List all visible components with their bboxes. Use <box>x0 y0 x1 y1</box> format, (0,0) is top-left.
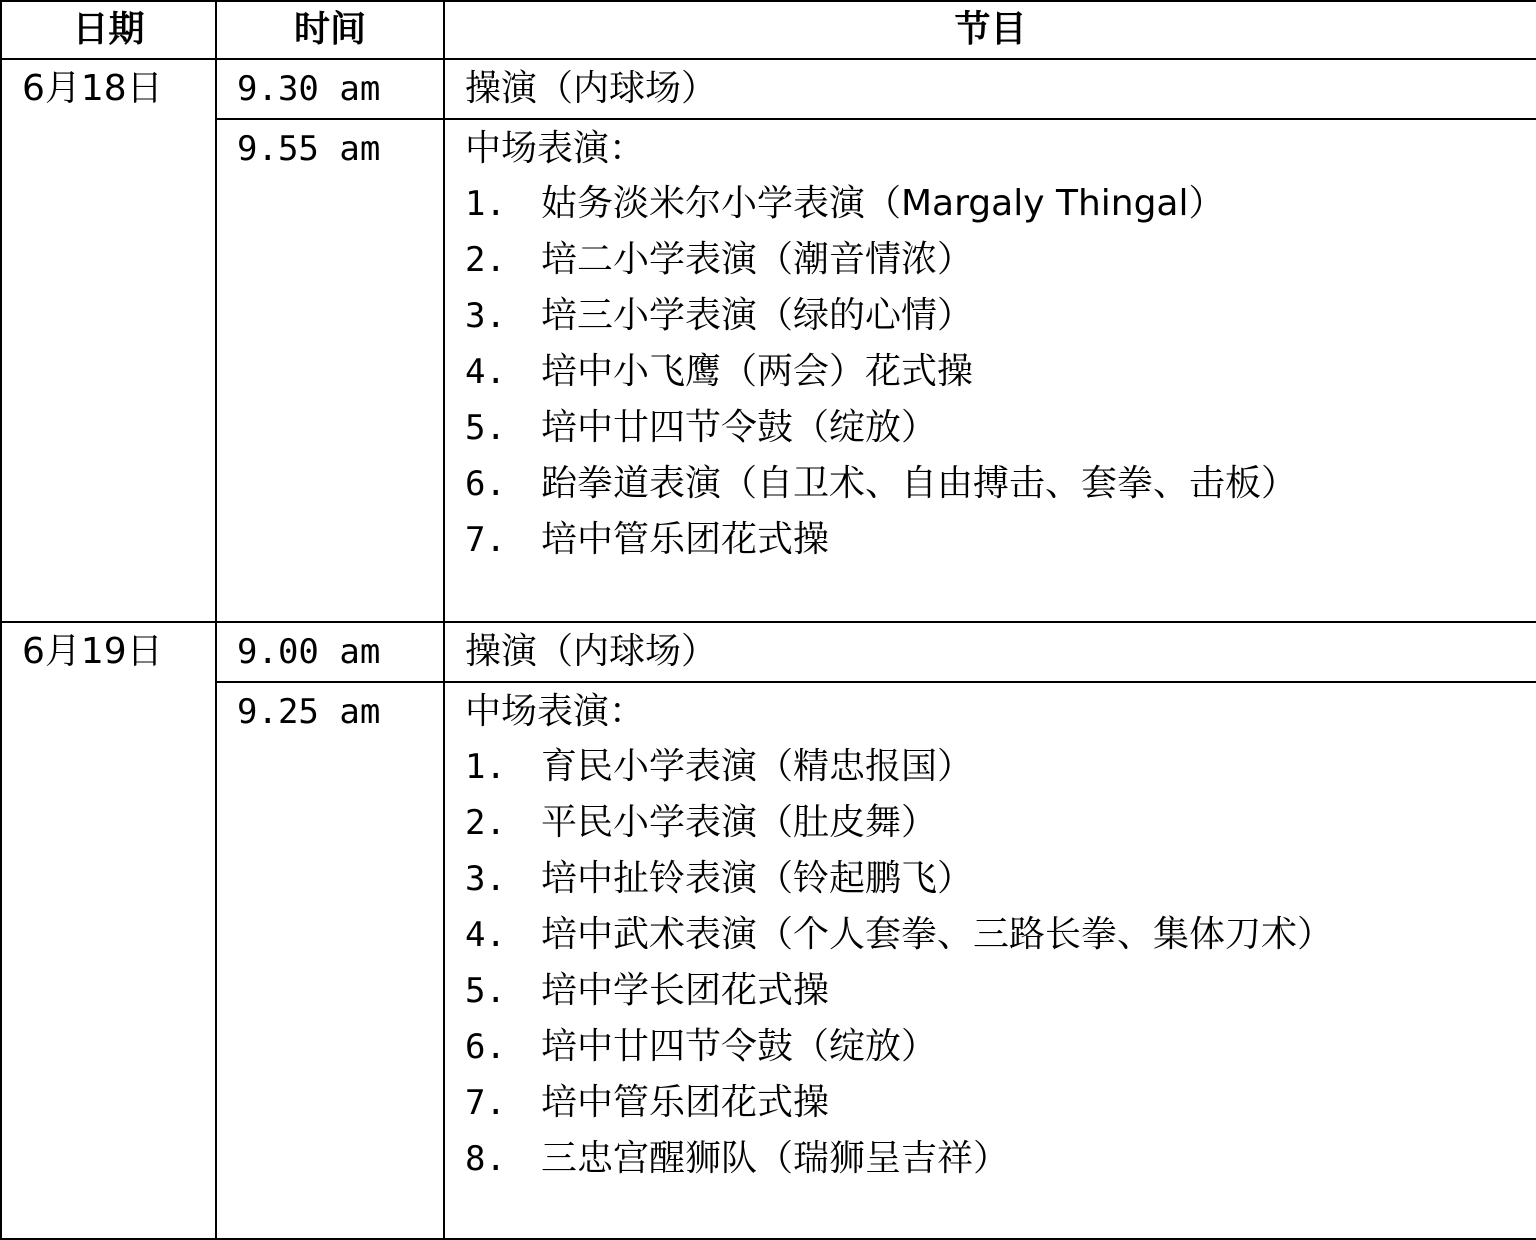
list-item <box>465 232 1536 288</box>
table-row <box>1 119 1536 622</box>
time-cell: 9.00 am <box>216 622 444 682</box>
item-number: 6. <box>465 464 506 504</box>
table-row <box>1 622 1536 682</box>
program-cell <box>444 622 1536 682</box>
program-cell <box>444 59 1536 119</box>
program-cell <box>444 119 1536 622</box>
list-item <box>465 795 1536 851</box>
item-number: 5. <box>465 408 506 448</box>
time-cell: 9.25 am <box>216 682 444 1239</box>
list-item <box>465 512 1536 568</box>
program-text: 操演（内球场） <box>465 631 718 672</box>
item-number: 4. <box>465 915 506 955</box>
item-number: 3. <box>465 859 506 899</box>
table-row <box>1 59 1536 119</box>
item-text: 培中廿四节令鼓（绽放） <box>541 407 938 448</box>
list-item <box>465 907 1536 963</box>
list-item <box>465 344 1536 400</box>
program-list <box>465 739 1536 1187</box>
item-text: 培中管乐团花式操 <box>541 1082 830 1123</box>
item-text: 培中管乐团花式操 <box>541 519 830 560</box>
item-number: 3. <box>465 296 506 336</box>
date-cell: 6月19日 <box>1 622 216 1239</box>
item-number: 1. <box>465 747 506 787</box>
item-text: 培中廿四节令鼓（绽放） <box>541 1026 938 1067</box>
item-text: 育民小学表演（精忠报国） <box>541 746 974 787</box>
header-time: 时间 <box>216 1 444 59</box>
header-date: 日期 <box>1 1 216 59</box>
program-text: 操演（内球场） <box>465 68 718 109</box>
list-item <box>465 851 1536 907</box>
list-item <box>465 456 1536 512</box>
item-text: 姑务淡米尔小学表演（Margaly Thingal） <box>541 183 1225 224</box>
item-text: 三忠宫醒狮队（瑞狮呈吉祥） <box>541 1138 1010 1179</box>
table-row <box>1 682 1536 1239</box>
time-cell: 9.30 am <box>216 59 444 119</box>
item-number: 2. <box>465 803 506 843</box>
list-item <box>465 1131 1536 1187</box>
item-text: 培中武术表演（个人套拳、三路长拳、集体刀术） <box>541 914 1334 955</box>
item-text: 培中小飞鹰（两会）花式操 <box>541 351 974 392</box>
item-text: 培三小学表演（绿的心情） <box>541 295 974 336</box>
program-cell <box>444 682 1536 1239</box>
item-number: 1. <box>465 184 506 224</box>
header-row <box>1 1 1536 59</box>
item-text: 培中扯铃表演（铃起鹏飞） <box>541 858 974 899</box>
item-number: 5. <box>465 971 506 1011</box>
item-text: 培中学长团花式操 <box>541 970 830 1011</box>
list-item <box>465 288 1536 344</box>
item-number: 4. <box>465 352 506 392</box>
program-list <box>465 176 1536 568</box>
time-cell: 9.55 am <box>216 119 444 622</box>
list-item <box>465 739 1536 795</box>
list-item <box>465 176 1536 232</box>
item-number: 7. <box>465 520 506 560</box>
item-text: 跆拳道表演（自卫术、自由搏击、套拳、击板） <box>541 463 1298 504</box>
item-number: 2. <box>465 240 506 280</box>
list-item <box>465 1019 1536 1075</box>
list-item <box>465 963 1536 1019</box>
intermission-title: 中场表演： <box>465 691 646 732</box>
list-item <box>465 400 1536 456</box>
item-number: 8. <box>465 1139 506 1179</box>
item-text: 平民小学表演（肚皮舞） <box>541 802 938 843</box>
header-program: 节目 <box>444 1 1536 59</box>
item-number: 6. <box>465 1027 506 1067</box>
item-number: 7. <box>465 1083 506 1123</box>
intermission-title: 中场表演： <box>465 128 646 169</box>
date-cell: 6月18日 <box>1 59 216 622</box>
item-text: 培二小学表演（潮音情浓） <box>541 239 974 280</box>
list-item <box>465 1075 1536 1131</box>
